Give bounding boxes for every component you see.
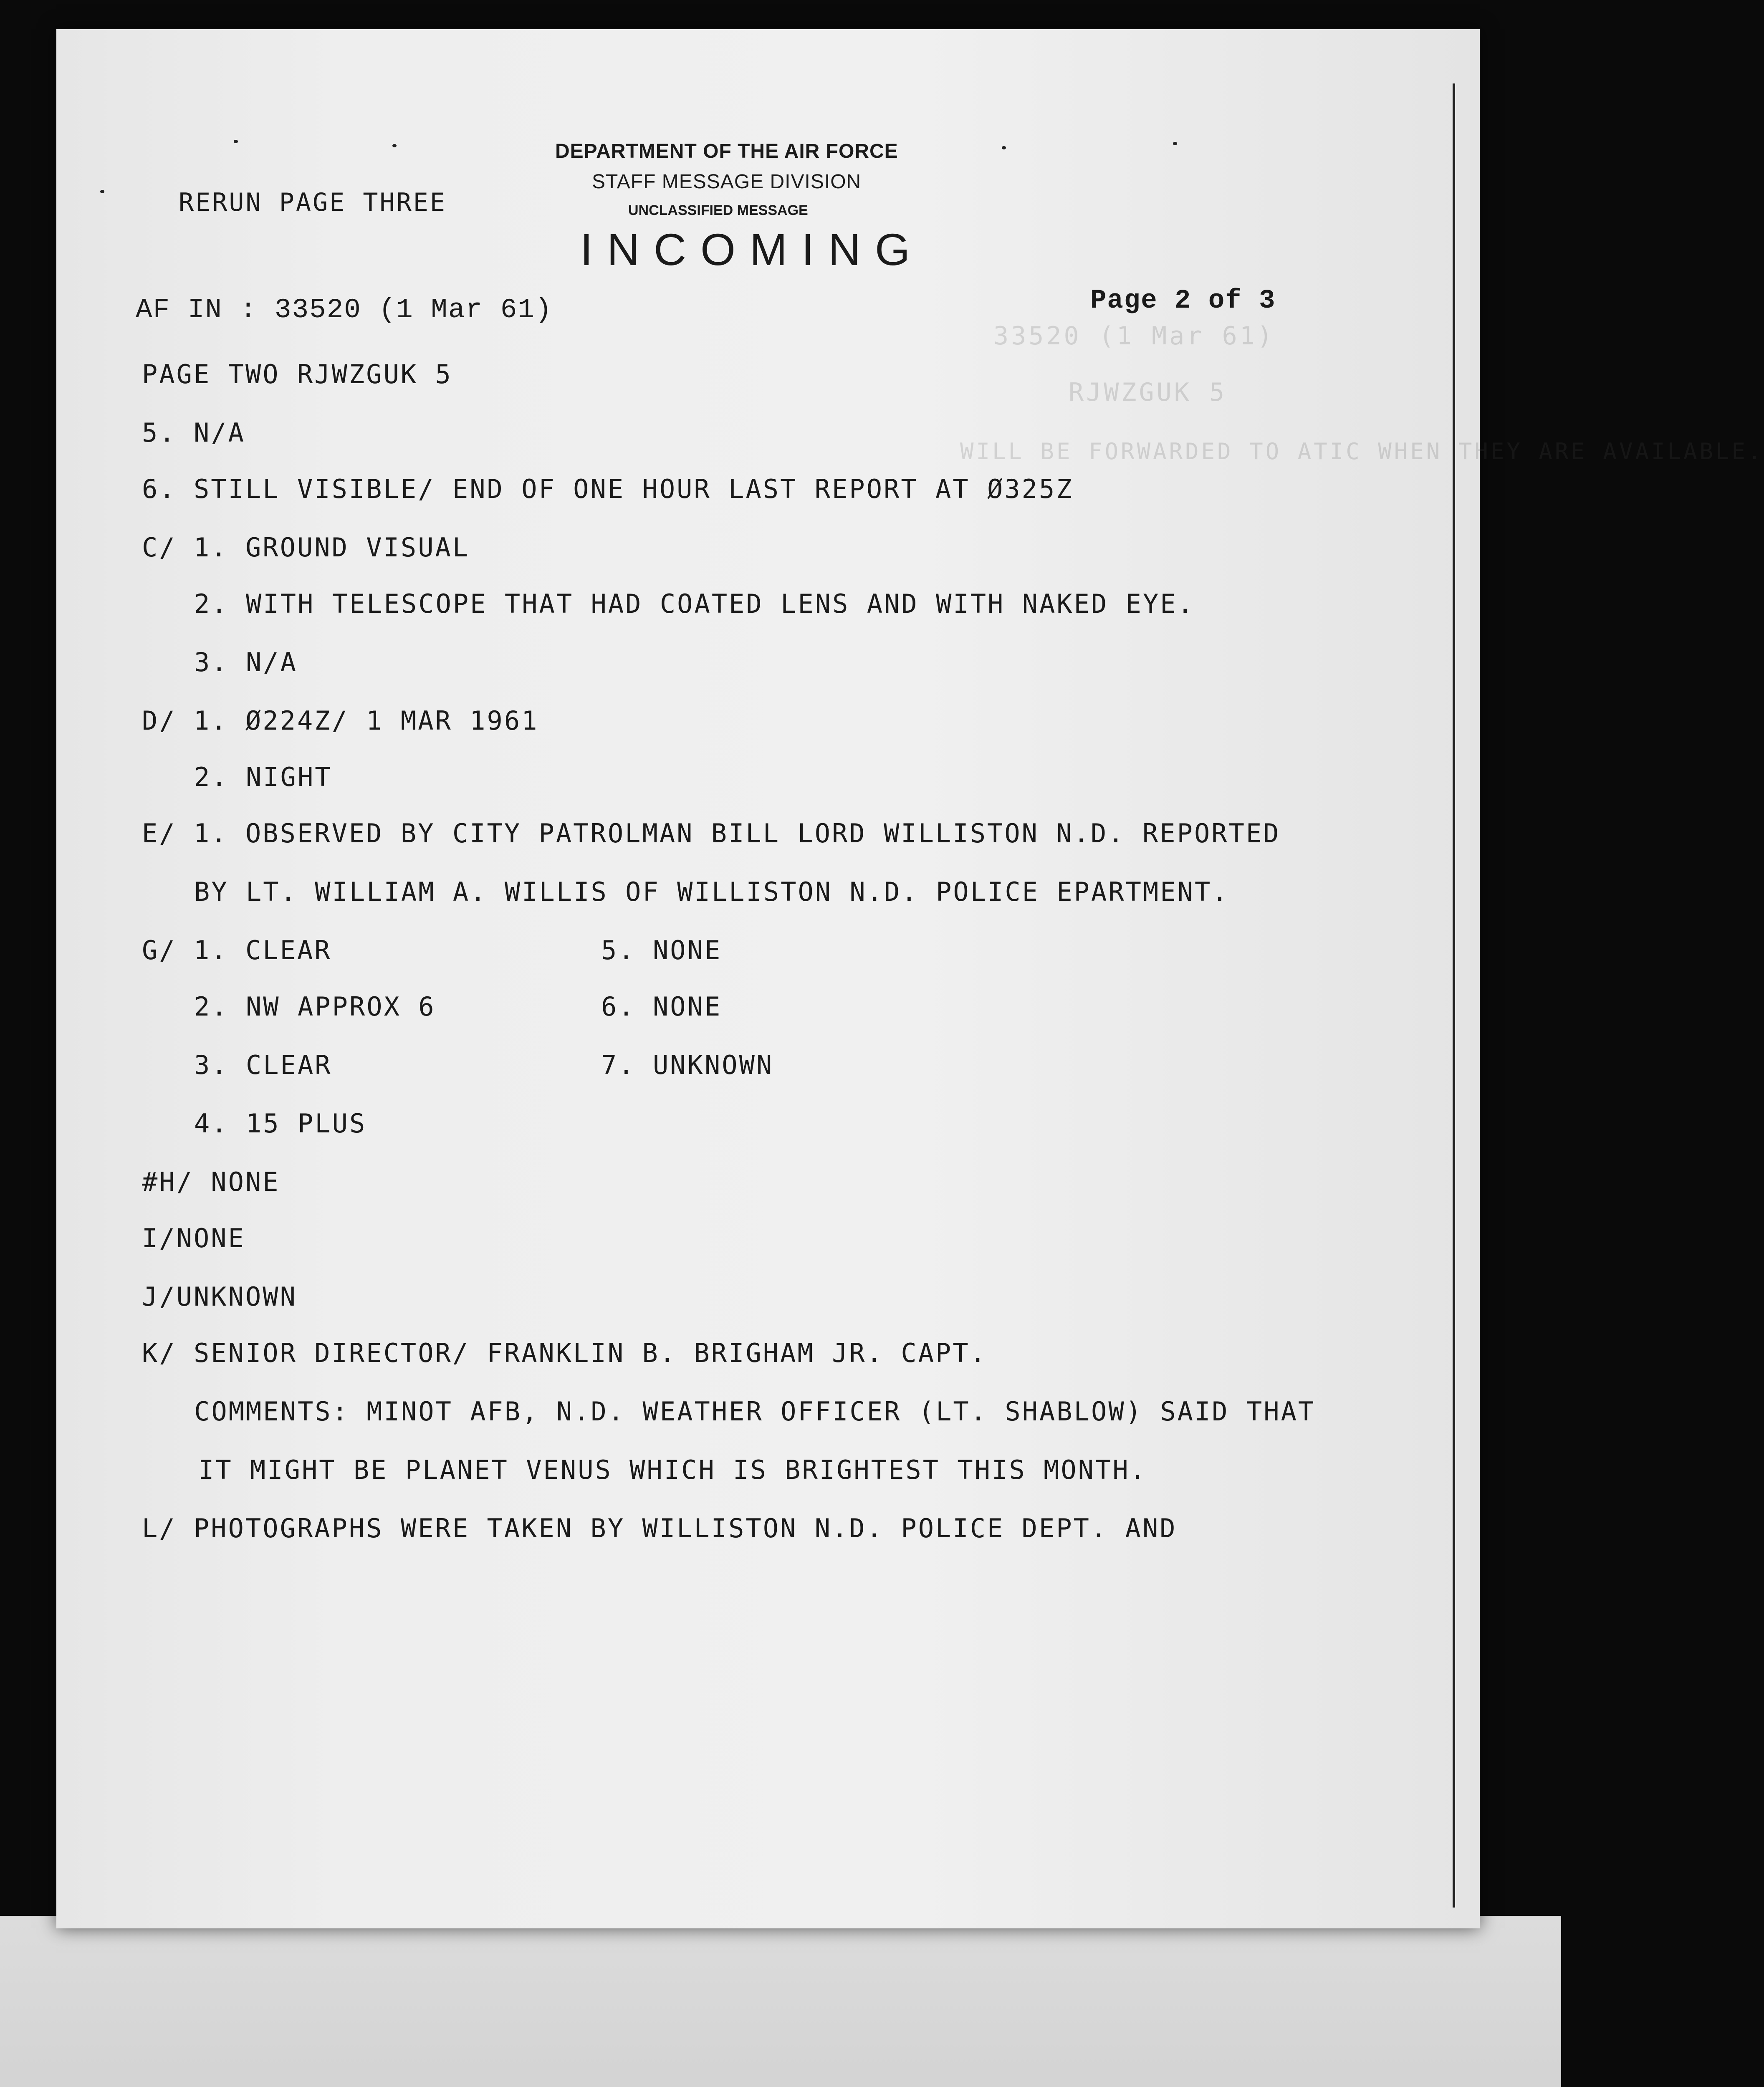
scan-speck bbox=[100, 190, 104, 193]
message-line: 2. NW APPROX 6 bbox=[194, 991, 436, 1022]
rerun-label: RERUN PAGE THREE bbox=[179, 188, 447, 217]
message-line: PAGE TWO RJWZGUK 5 bbox=[142, 359, 452, 389]
bleed-through-line: WILL BE FORWARDED TO ATIC WHEN THEY ARE AVAILABLE. bbox=[960, 438, 1764, 465]
message-line: COMMENTS: MINOT AFB, N.D. WEATHER OFFICER (LT. SHABLOW) SAID THAT bbox=[194, 1396, 1316, 1427]
scan-speck bbox=[1173, 142, 1177, 145]
message-line: 2. NIGHT bbox=[194, 762, 332, 792]
message-line: 3. N/A bbox=[194, 647, 298, 677]
lower-sheet-background bbox=[0, 1916, 1561, 2087]
bleed-through-line: 33520 (1 Mar 61) bbox=[993, 321, 1275, 351]
message-line: D/ 1. Ø224Z/ 1 MAR 1961 bbox=[142, 705, 539, 736]
message-line: IT MIGHT BE PLANET VENUS WHICH IS BRIGHTEST THIS MONTH. bbox=[198, 1455, 1147, 1485]
unclassified-heading: UNCLASSIFIED MESSAGE bbox=[628, 202, 808, 218]
message-line: J/UNKNOWN bbox=[142, 1281, 297, 1312]
scan-speck bbox=[1002, 146, 1006, 149]
message-line: K/ SENIOR DIRECTOR/ FRANKLIN B. BRIGHAM JR. CAPT. bbox=[142, 1338, 988, 1368]
message-line: 2. WITH TELESCOPE THAT HAD COATED LENS AND WITH NAKED EYE. bbox=[194, 589, 1195, 619]
message-line: 5. NONE bbox=[601, 935, 722, 965]
message-line: E/ 1. OBSERVED BY CITY PATROLMAN BILL LORD WILLISTON N.D. REPORTED bbox=[142, 818, 1281, 849]
message-line: 6. STILL VISIBLE/ END OF ONE HOUR LAST REPORT AT Ø325Z bbox=[142, 474, 1074, 504]
page-right-rule bbox=[1453, 83, 1455, 1908]
department-heading: DEPARTMENT OF THE AIR FORCE bbox=[555, 140, 898, 162]
incoming-heading: INCOMING bbox=[580, 224, 924, 275]
message-line: 5. N/A bbox=[142, 417, 245, 448]
message-line: C/ 1. GROUND VISUAL bbox=[142, 532, 470, 563]
page-number: Page 2 of 3 bbox=[1090, 286, 1276, 316]
af-in-number: AF IN : 33520 (1 Mar 61) bbox=[136, 294, 553, 326]
scan-speck bbox=[234, 140, 238, 143]
message-line: 7. UNKNOWN bbox=[601, 1050, 774, 1080]
message-line: I/NONE bbox=[142, 1223, 245, 1253]
bleed-through-line: RJWZGUK 5 bbox=[1069, 378, 1227, 407]
message-line: 6. NONE bbox=[601, 991, 722, 1022]
message-line: #H/ NONE bbox=[142, 1167, 280, 1197]
message-line: BY LT. WILLIAM A. WILLIS OF WILLISTON N.D. POLICE EPARTMENT. bbox=[194, 877, 1229, 907]
message-line: G/ 1. CLEAR bbox=[142, 935, 332, 965]
staff-division-heading: STAFF MESSAGE DIVISION bbox=[592, 171, 862, 193]
scan-speck bbox=[392, 144, 397, 147]
message-line: L/ PHOTOGRAPHS WERE TAKEN BY WILLISTON N.D. POLICE DEPT. AND bbox=[142, 1513, 1177, 1544]
message-line: 4. 15 PLUS bbox=[194, 1108, 367, 1139]
message-line: 3. CLEAR bbox=[194, 1050, 332, 1080]
